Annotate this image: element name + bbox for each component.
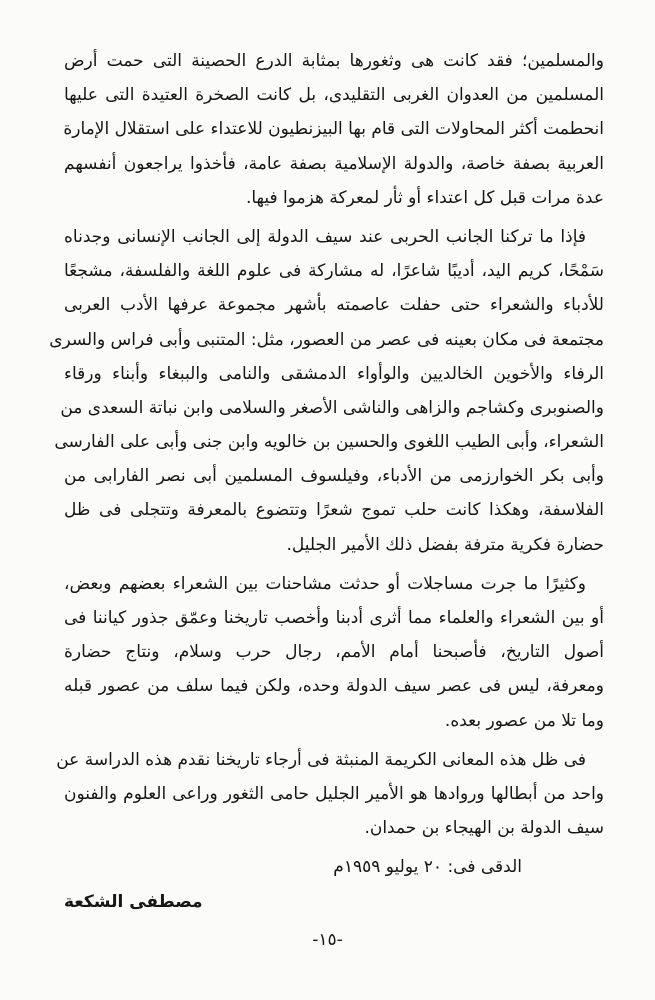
text-line: للأدباء والشعراء حتى حفلت عاصمته بأشهر مجموعة عرفها الأدب العربى bbox=[64, 295, 604, 316]
page-body bbox=[49, 44, 604, 919]
text-line: العربية بصفة خاصة، والدولة الإسلامية بصفة عامة، فأخذوا يراجعون أنفسهم bbox=[64, 153, 604, 174]
text-line: وما تلا من عصور بعده. bbox=[444, 710, 604, 731]
text-line: حضارة فكرية مترفة بفضل ذلك الأمير الجليل. bbox=[286, 534, 604, 555]
text-line: المسلمين من العدوان الغربى التقليدى، بل كانت الصخرة العتيدة التى عليها bbox=[64, 85, 604, 106]
text-line: انحطمت أكثر المحاولات التى قام بها البيزنطيون للاعتداء على استقلال الإمارة bbox=[63, 119, 604, 140]
text-line: فى ظل هذه المعانى الكريمة المنبثة فى أرجاء تاريخنا نقدم هذه الدراسة عن bbox=[56, 749, 586, 770]
text-line: الفلاسفة، وهكذا كانت حلب تموج شعرًا وتتضوع بالمعرفة وتتجلى فى ظل bbox=[64, 500, 604, 521]
paragraph bbox=[64, 44, 604, 215]
text-line: أو بين الشعراء والعلماء مما أثرى أدبنا وأخصب تاريخنا وعمّق جذور كياننا فى bbox=[64, 608, 604, 628]
text-line: والمسلمين؛ فقد كانت هى وثغورها بمثابة الدرع الحصينة التى حمت أرض bbox=[64, 51, 604, 71]
paragraph bbox=[56, 743, 604, 846]
text-line: عدة مرات قبل كل اعتداء أو ثأر لمعركة هزموا فيها. bbox=[245, 187, 604, 208]
author-signature: مصطفى الشكعة bbox=[64, 891, 203, 912]
text-line: واحد من أبطالها وروادها هو الأمير الجليل حامى الثغور وراعى العلوم والفنون bbox=[64, 783, 604, 804]
text-line: الرفاء والأخوين الخالديين والوأواء الدمشقى والنامى والببغاء وأبناء ورقاء bbox=[64, 363, 604, 384]
date-line: الدقى فى: ٢٠ يوليو ١٩٥٩م bbox=[333, 857, 522, 878]
text-line: سَمْحًا، كريم اليد، أديبًا شاعرًا، له مشاركة فى علوم اللغة والفلسفة، مشجعًا bbox=[64, 261, 604, 282]
paragraph bbox=[64, 567, 604, 738]
text-line: ومعرفة، ليس فى عصر سيف الدولة وحده، ولكن فيما سلف من عصور قبله bbox=[64, 676, 604, 697]
text-line: وأبى بكر الخوارزمى من الأدباء، وفيلسوف المسلمين أبى نصر الفارابى من bbox=[64, 466, 604, 487]
text-line: والصنوبرى وكشاجم والزاهى والناشى الأصغر والسلامى وابن نباتة السعدى من bbox=[60, 397, 604, 418]
text-line: وكثيرًا ما جرت مساجلات أو حدثت مشاحنات بين الشعراء بعضهم وبعض، bbox=[64, 573, 586, 594]
text-line: سيف الدولة بن الهيجاء بن حمدان. bbox=[364, 818, 604, 839]
text-line: أصول التاريخ، فأصبحنا أمام الأمم، رجال حرب وسلام، ونتاج حضارة bbox=[64, 642, 604, 663]
text-line: الشعراء، وأبى الطيب اللغوى والحسين بن خالويه وابن جنى وأبى على الفارسى bbox=[54, 432, 604, 453]
text-line: فإذا ما تركنا الجانب الحربى عند سيف الدولة إلى الجانب الإنسانى وجدناه bbox=[64, 226, 586, 247]
page-number: -١٥- bbox=[312, 930, 343, 950]
paragraph bbox=[49, 220, 604, 562]
text-line: مجتمعة فى مكان بعينه فى عصر من العصور، مثل: المتنبى وأبى فراس والسرى bbox=[49, 329, 604, 350]
